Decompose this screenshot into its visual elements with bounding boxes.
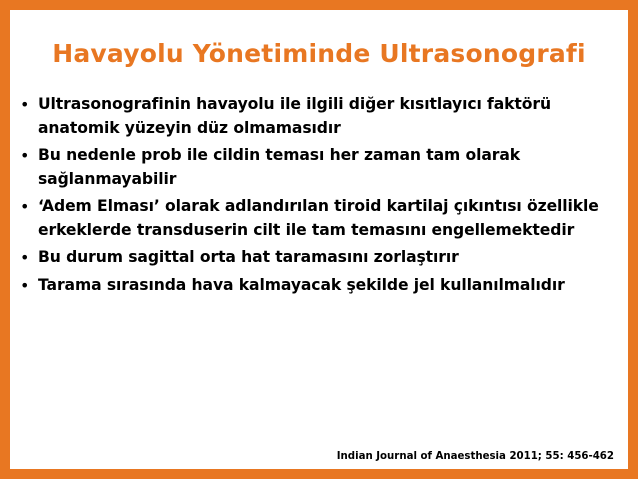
bullet-item: [18, 274, 616, 298]
bullet-list: [18, 93, 616, 301]
slide-content: [10, 10, 628, 469]
slide-title: Havayolu Yönetiminde Ultrasonografi: [52, 39, 586, 68]
bullet-icon: •: [20, 275, 30, 295]
bullet-item: [18, 195, 616, 242]
bullet-icon: •: [20, 95, 30, 114]
bullet-item: [18, 246, 616, 270]
bullet-text-line: Bu nedenle prob ile cildin teması her zaman tam olarak: [38, 146, 521, 164]
bullet-text-line: sağlanmayabilir: [38, 169, 177, 188]
bullet-text-line: Ultrasonografinin havayolu ile ilgili diğer kısıtlayıcı faktörü: [38, 95, 551, 113]
bullet-item: [18, 144, 616, 191]
bullet-text-line: Tarama sırasında hava kalmayacak şekilde jel kullanılmalıdır: [38, 275, 565, 294]
bullet-text-line: ‘Adem Elması’ olarak adlandırılan tiroid kartilaj çıkıntısı özellikle: [38, 197, 599, 215]
bullet-icon: •: [20, 146, 30, 165]
bullet-text-line: erkeklerde transduserin cilt ile tam temasını engellemektedir: [38, 220, 575, 239]
bullet-item: [18, 93, 616, 140]
bullet-icon: •: [20, 248, 30, 267]
bullet-text-line: anatomik yüzeyin düz olmamasıdır: [38, 118, 341, 137]
bullet-text-line: Bu durum sagittal orta hat taramasını zorlaştırır: [38, 248, 459, 266]
citation-text: Indian Journal of Anaesthesia 2011; 55: 456-462: [336, 451, 614, 462]
bullet-icon: •: [20, 197, 30, 216]
